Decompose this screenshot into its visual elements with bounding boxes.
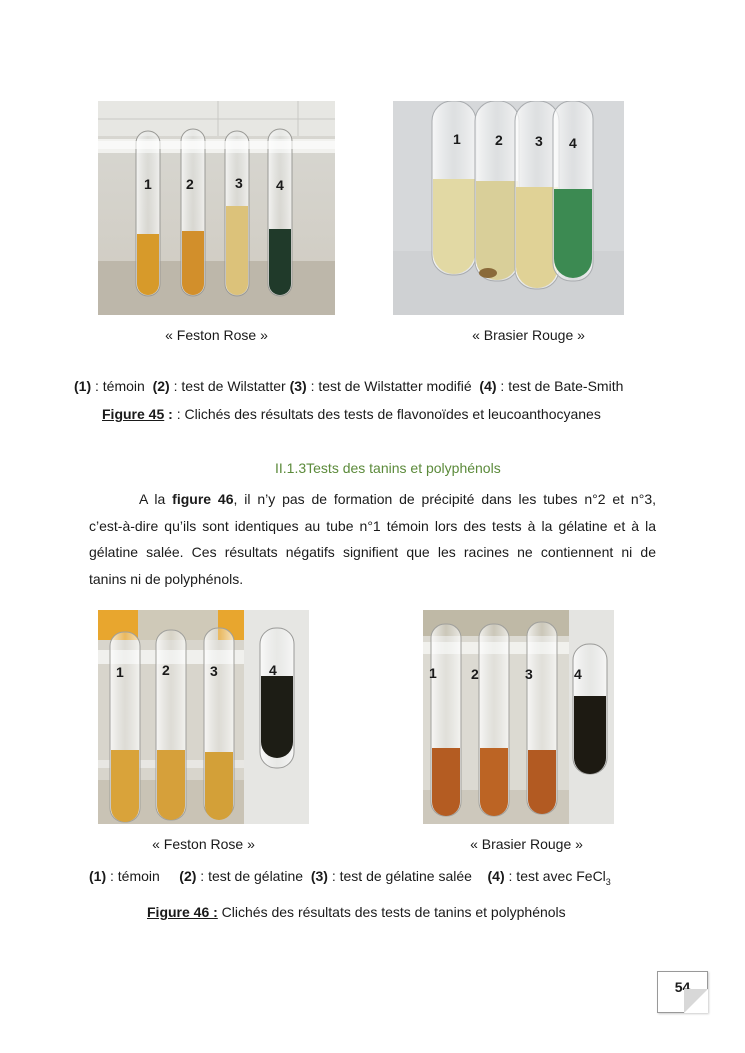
page-corner-fold xyxy=(684,989,708,1013)
tube-number: 2 xyxy=(471,666,479,682)
legend-text: : test de Wilstatter modifié xyxy=(306,378,472,394)
figure-label: Figure 46 : xyxy=(147,904,218,920)
paragraph-line: gélatine salée. Ces résultats négatifs signifient que les racines ne contiennent ni de xyxy=(89,544,656,560)
figure45-caption xyxy=(102,406,601,422)
tube-number: 4 xyxy=(574,666,582,682)
legend-text: : test de gélatine xyxy=(196,868,304,884)
test-tubes-image xyxy=(98,101,335,315)
paragraph-line xyxy=(89,486,656,513)
figure-caption-text: Clichés des résultats des tests de tanins et polyphénols xyxy=(217,904,566,920)
legend-text: : test avec FeCl xyxy=(504,868,606,884)
tube-number: 1 xyxy=(453,131,461,147)
figure45-photo-brasier-rouge xyxy=(393,101,624,315)
section-title: Tests des tanins et polyphénols xyxy=(306,460,501,476)
caption-separator: : xyxy=(164,406,173,422)
figure46-caption-brasier-rouge: « Brasier Rouge » xyxy=(470,836,583,852)
legend-number: (3) xyxy=(289,378,307,394)
test-tubes-image xyxy=(393,101,624,315)
figure-label: Figure 45 xyxy=(102,406,165,422)
tube-number: 4 xyxy=(269,662,277,678)
test-tubes-image xyxy=(98,610,309,824)
tube-number: 3 xyxy=(535,133,543,149)
legend-number: (2) xyxy=(152,378,170,394)
tube-number: 3 xyxy=(525,666,533,682)
test-tubes-image xyxy=(423,610,614,824)
figure-caption-text: : Clichés des résultats des tests de flavonoïdes et leucoanthocyanes xyxy=(172,406,601,422)
tube-number: 1 xyxy=(144,176,152,192)
figure46-photo-brasier-rouge xyxy=(423,610,614,824)
legend-text: : témoin xyxy=(106,868,160,884)
text-run-bold: figure 46 xyxy=(172,491,234,507)
tube-number: 3 xyxy=(210,663,218,679)
legend-text: : témoin xyxy=(91,378,145,394)
paragraph-line: tanins ni de polyphénols. xyxy=(89,570,244,587)
page-number-box xyxy=(657,971,708,1013)
legend-number: (1) xyxy=(89,868,107,884)
legend-text: : test de Bate-Smith xyxy=(496,378,624,394)
paragraph-line: c’est-à-dire qu’ils sont identiques au tube n°1 témoin lors des tests à la gélatine et à la xyxy=(89,517,656,534)
tube-number: 4 xyxy=(569,135,577,151)
figure45-caption-feston-rose: « Feston Rose » xyxy=(165,327,268,343)
tube-number: 3 xyxy=(235,175,243,191)
figure45-caption-brasier-rouge: « Brasier Rouge » xyxy=(472,327,585,343)
figure45-photo-feston-rose xyxy=(98,101,335,315)
tube-number: 4 xyxy=(276,177,284,193)
figure46-caption-feston-rose: « Feston Rose » xyxy=(152,836,255,852)
text-run: A la xyxy=(139,491,173,507)
legend-number: (1) xyxy=(74,378,92,394)
figure46-legend xyxy=(89,868,611,887)
tube-number: 1 xyxy=(116,664,124,680)
legend-subscript: 3 xyxy=(605,876,611,887)
body-paragraph xyxy=(89,486,656,592)
legend-number: (4) xyxy=(487,868,505,884)
legend-number: (2) xyxy=(179,868,197,884)
legend-text: : test de Wilstatter xyxy=(169,378,286,394)
figure46-caption xyxy=(147,904,566,920)
tube-number: 2 xyxy=(162,662,170,678)
tube-number: 1 xyxy=(429,665,437,681)
legend-text: : test de gélatine salée xyxy=(327,868,472,884)
section-heading xyxy=(275,460,501,476)
section-number: II.1.3 xyxy=(275,460,307,476)
legend-number: (4) xyxy=(479,378,497,394)
legend-number: (3) xyxy=(310,868,328,884)
page-number: 54 xyxy=(674,979,691,995)
text-run: , il n’y pas de formation de précipité dans les tubes n°2 et n°3, xyxy=(233,491,656,507)
tube-number: 2 xyxy=(495,132,503,148)
figure45-legend xyxy=(74,378,623,394)
tube-number: 2 xyxy=(186,176,194,192)
figure46-photo-feston-rose xyxy=(98,610,309,824)
